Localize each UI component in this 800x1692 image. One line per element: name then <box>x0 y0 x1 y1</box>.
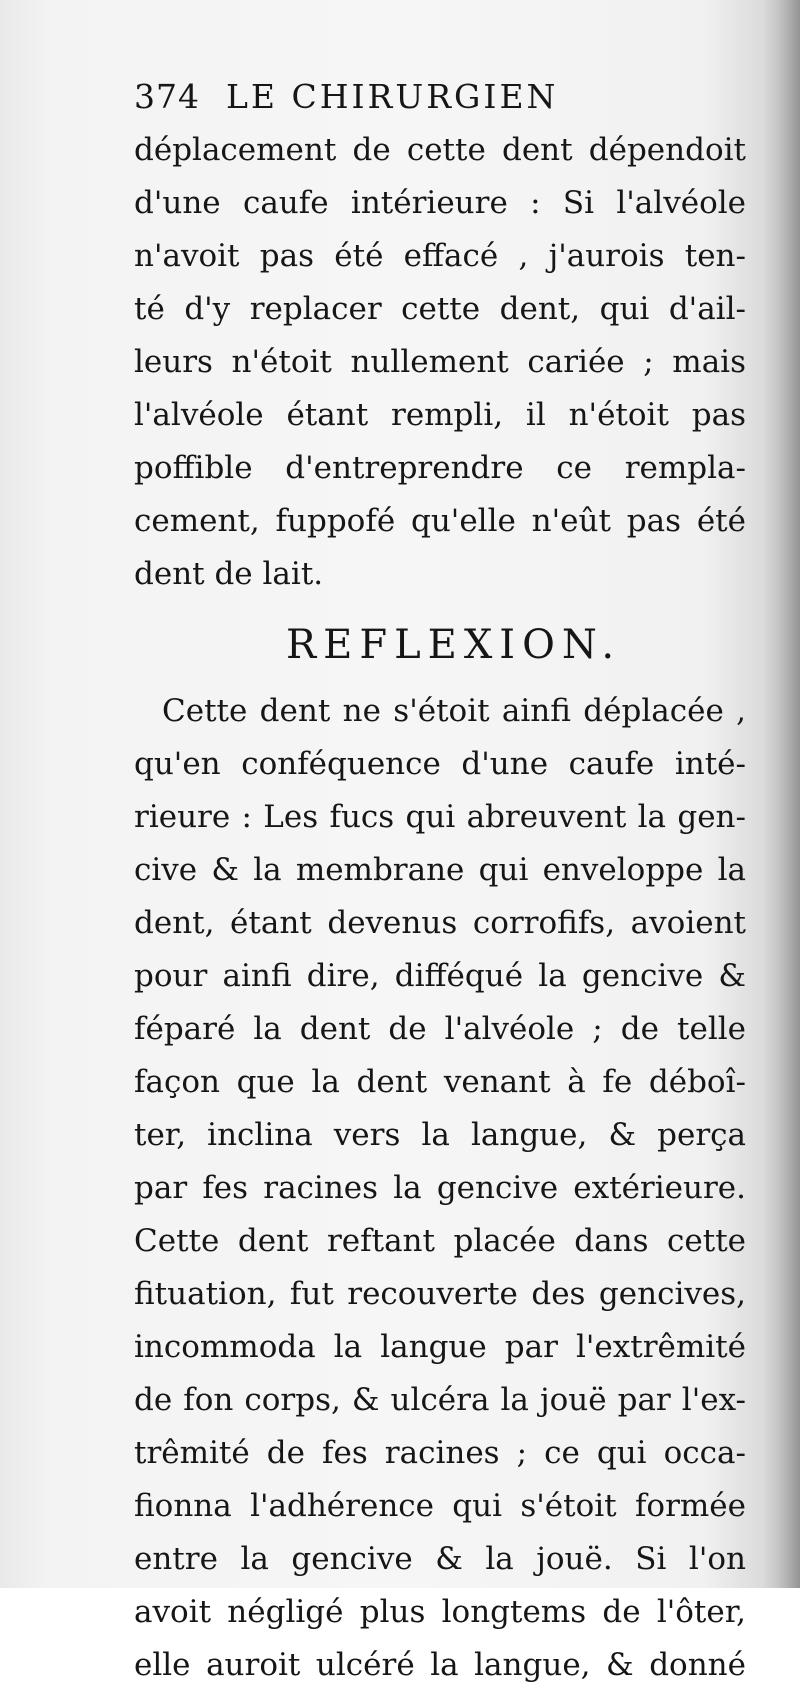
text-line: poffible d'entreprendre ce rempla- <box>134 450 746 486</box>
text-line: pour ainfi dire, difféqué la gencive & <box>134 958 746 994</box>
text-line: leurs n'étoit nullement cariée ; mais <box>134 344 746 380</box>
paragraph-2 <box>134 685 746 1692</box>
text-line: dent de lait. <box>134 556 324 592</box>
text-line: Cette dent reftant placée dans cette <box>134 1223 746 1259</box>
text-line: elle auroit ulcéré la langue, & donné <box>134 1647 746 1683</box>
text-line: fionna l'adhérence qui s'étoit formée <box>134 1488 746 1524</box>
paragraph-1 <box>134 124 746 601</box>
page-edge-shadow <box>762 0 800 1588</box>
text-line: de fon corps, & ulcéra la jouë par l'ex- <box>134 1382 746 1418</box>
text-line: déplacement de cette dent dépendoit <box>134 132 746 168</box>
running-head <box>134 70 746 124</box>
text-line: l'alvéole étant rempli, il n'étoit pas <box>134 397 746 433</box>
text-line: d'une caufe intérieure : Si l'alvéole <box>134 185 746 221</box>
text-line: féparé la dent de l'alvéole ; de telle <box>134 1011 746 1047</box>
text-line: qu'en conféquence d'une caufe inté- <box>134 746 746 782</box>
text-line: par fes racines la gencive extérieure. <box>134 1170 746 1206</box>
text-line: entre la gencive & la jouë. Si l'on <box>134 1541 746 1577</box>
text-line: cement, fuppofé qu'elle n'eût pas été <box>134 503 746 539</box>
text-line: trêmité de fes racines ; ce qui occa- <box>134 1435 746 1471</box>
text-line: cive & la membrane qui enveloppe la <box>134 852 746 888</box>
section-title: REFLEXION. <box>286 622 622 668</box>
text-line: dent, étant devenus corrofifs, avoient <box>134 905 746 941</box>
text-line: façon que la dent venant à fe déboî- <box>134 1064 746 1100</box>
running-title: LE CHIRURGIEN <box>226 77 559 116</box>
page-number: 374 <box>134 77 200 116</box>
text-block <box>134 70 746 1692</box>
text-line: fituation, fut recouverte des gencives, <box>134 1276 746 1312</box>
text-line: incommoda la langue par l'extrêmité <box>134 1329 746 1365</box>
text-line: rieure : Les fucs qui abreuvent la gen- <box>134 799 746 835</box>
text-line: avoit négligé plus longtems de l'ôter, <box>134 1594 746 1630</box>
text-line: Cette dent ne s'étoit ainfi déplacée , <box>162 693 746 729</box>
text-line: té d'y replacer cette dent, qui d'ail- <box>134 291 746 327</box>
text-line: n'avoit pas été effacé , j'aurois ten- <box>134 238 746 274</box>
text-line: ter, inclina vers la langue, & perça <box>134 1117 746 1153</box>
